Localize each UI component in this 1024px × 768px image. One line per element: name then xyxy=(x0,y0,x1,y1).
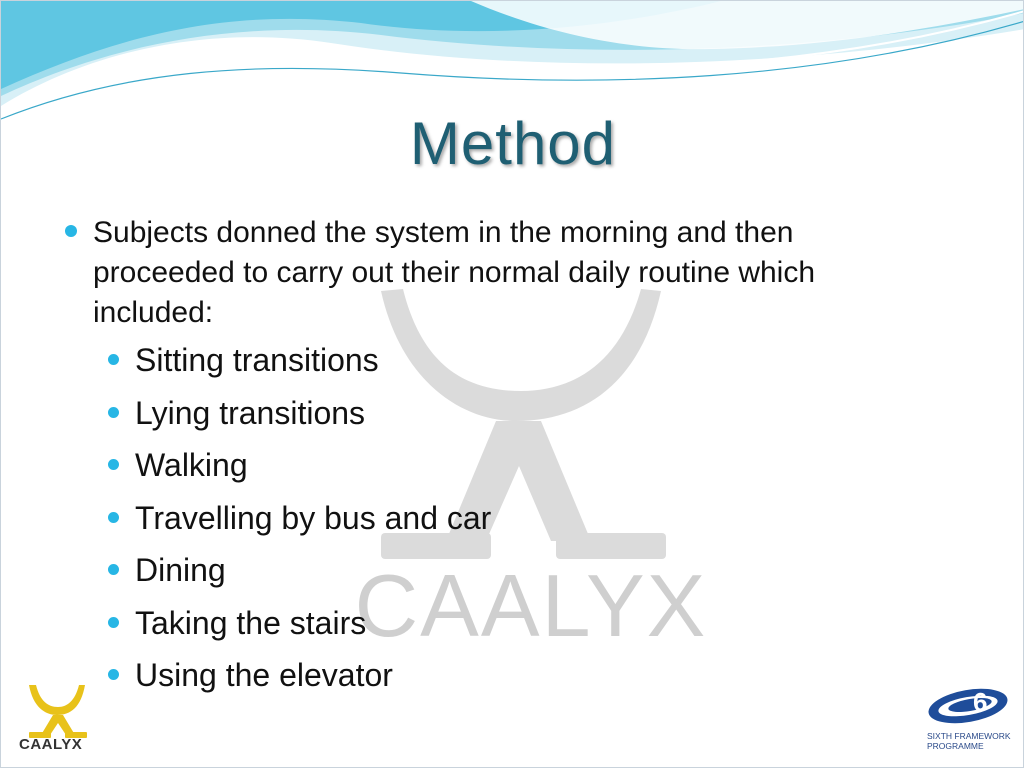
sub-bullet-list xyxy=(106,339,491,707)
bullet-dot-icon xyxy=(108,407,119,418)
bullet-dot-icon xyxy=(108,512,119,523)
svg-text:6: 6 xyxy=(973,687,988,717)
sub-bullet-item xyxy=(106,392,491,445)
sub-bullet-text: Sitting transitions xyxy=(135,342,379,378)
sub-bullet-item xyxy=(106,497,491,550)
sub-bullet-text: Dining xyxy=(135,552,226,588)
sub-bullet-item xyxy=(106,602,491,655)
bullet-dot-icon xyxy=(108,617,119,628)
sub-bullet-item xyxy=(106,549,491,602)
framework-line2: PROGRAMME xyxy=(927,741,984,751)
bullet-dot-icon xyxy=(108,354,119,365)
main-bullet-text: Subjects donned the system in the morning and then proceeded to carry out their normal daily routine which included: xyxy=(93,216,816,329)
sub-bullet-item xyxy=(106,654,491,707)
bullet-dot-icon xyxy=(108,669,119,680)
sub-bullet-text: Using the elevator xyxy=(135,657,393,693)
main-bullet xyxy=(63,213,943,333)
slide-title: Method xyxy=(409,110,617,177)
sub-bullet-item xyxy=(106,444,491,497)
caalyx-logo-text: CAALYX xyxy=(19,736,83,753)
framework-line1: SIXTH FRAMEWORK xyxy=(927,731,1011,741)
sub-bullet-item xyxy=(106,339,491,392)
sub-bullet-text: Walking xyxy=(135,447,248,483)
bullet-dot-icon xyxy=(108,564,119,575)
sixth-framework-text xyxy=(927,731,1011,751)
watermark-text: CAALYX xyxy=(354,556,708,655)
bullet-dot-icon xyxy=(108,459,119,470)
sub-bullet-text: Taking the stairs xyxy=(135,604,367,641)
sub-bullet-text: Lying transitions xyxy=(135,394,366,431)
bullet-dot-icon xyxy=(65,225,77,237)
sub-bullet-text: Travelling by bus and car xyxy=(135,499,492,536)
sixth-framework-logo-icon xyxy=(923,681,1013,731)
